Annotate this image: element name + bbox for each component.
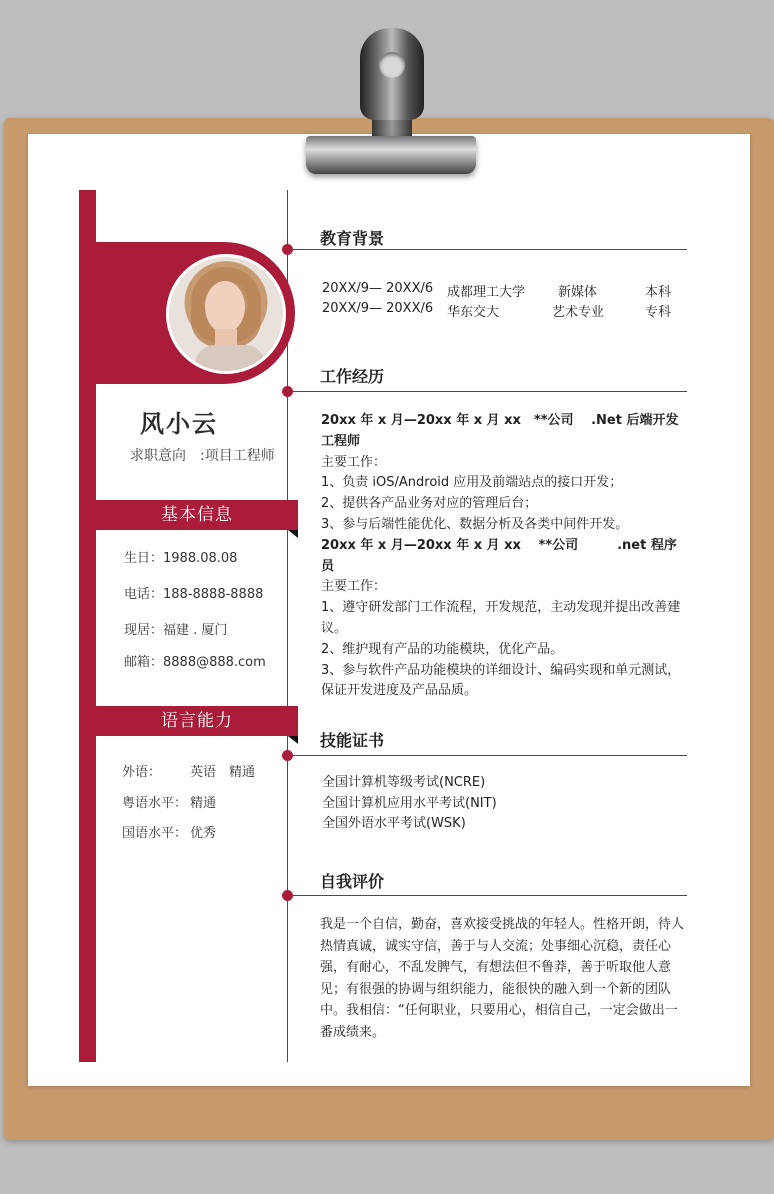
job-duty: 2、维护现有产品的功能模块，优化产品。 bbox=[321, 641, 564, 657]
timeline-dot bbox=[282, 386, 293, 397]
email: 邮箱：8888@888.com bbox=[124, 655, 266, 670]
education-row bbox=[322, 301, 672, 319]
avatar bbox=[166, 254, 286, 374]
timeline-dot bbox=[282, 750, 293, 761]
section-rule bbox=[293, 755, 687, 756]
timeline-dot bbox=[282, 890, 293, 901]
edu-school: 成都理工大学 bbox=[447, 285, 526, 300]
certificates-heading: 技能证书 bbox=[320, 731, 385, 750]
job-intent-value: :项目工程师 bbox=[200, 448, 275, 464]
timeline-line bbox=[287, 190, 288, 1062]
certificate-item: 全国计算机等级考试(NCRE) bbox=[322, 775, 486, 790]
job-intent bbox=[130, 445, 275, 465]
section-rule bbox=[293, 895, 687, 896]
language-label: 国语水平： bbox=[122, 826, 188, 841]
language-value: 优秀 bbox=[190, 826, 217, 841]
edu-degree: 本科 bbox=[645, 285, 672, 300]
work-heading: 工作经历 bbox=[320, 367, 385, 386]
job-duty: 3、参与软件产品功能模块的详细设计、编码实现和单元测试，保证开发进度及产品品质。 bbox=[321, 662, 681, 699]
job-intent-label: 求职意向 bbox=[130, 448, 186, 464]
job-duty: 3、参与后端性能优化、数据分析及各类中间件开发。 bbox=[321, 516, 629, 532]
language-heading: 语言能力 bbox=[96, 706, 298, 736]
language-row bbox=[122, 822, 217, 841]
edu-major: 艺术专业 bbox=[552, 305, 605, 320]
edu-school: 华东交大 bbox=[447, 305, 500, 320]
residence: 现居：福建 . 厦门 bbox=[124, 623, 228, 638]
basic-info-heading: 基本信息 bbox=[96, 500, 298, 530]
work-experience bbox=[321, 411, 683, 702]
section-rule bbox=[293, 391, 687, 392]
job-duties-label: 主要工作： bbox=[321, 454, 387, 470]
certificate-item: 全国外语水平考试(WSK) bbox=[322, 816, 466, 831]
language-value: 英语 精通 bbox=[190, 765, 256, 780]
self-eval-heading: 自我评价 bbox=[320, 872, 385, 891]
language-label: 外语： bbox=[122, 765, 162, 780]
binder-clip-icon bbox=[360, 28, 424, 120]
education-heading: 教育背景 bbox=[320, 229, 385, 248]
candidate-name: 风小云 bbox=[140, 410, 218, 438]
clip-base bbox=[306, 136, 476, 174]
self-evaluation-text: 我是一个自信，勤奋，喜欢接受挑战的年轻人。性格开朗，待人热情真诚，诚实守信，善于与人交流；处事细心沉稳，责任心强，有耐心，不乱发脾气，有想法但不鲁莽，善于听取他人意见；有很强的协调与组织能力，能很快的融入到一个新的团队中。我相信：“任何职业，只要用心，相信自己，一定会做出一番成绩来。 bbox=[320, 917, 685, 1040]
language-row bbox=[122, 761, 256, 780]
language-value: 精通 bbox=[190, 796, 217, 811]
edu-degree: 专科 bbox=[645, 305, 672, 320]
job-duty: 2、提供各产品业务对应的管理后台； bbox=[321, 496, 538, 512]
job-duty: 1、遵守研发部门工作流程，开发规范，主动发现并提出改善建议。 bbox=[321, 600, 681, 636]
language-label: 粤语水平： bbox=[122, 796, 188, 811]
certificate-item: 全国计算机应用水平考试(NIT) bbox=[322, 795, 497, 811]
section-rule bbox=[293, 249, 687, 250]
education-row bbox=[322, 281, 672, 299]
edu-period: 20XX/9— 20XX/6 bbox=[322, 281, 434, 296]
edu-period: 20XX/9— 20XX/6 bbox=[322, 301, 434, 316]
job-duties-label: 主要工作： bbox=[321, 579, 387, 595]
birth-date: 生日：1988.08.08 bbox=[124, 551, 238, 566]
phone: 电话：188-8888-8888 bbox=[124, 587, 264, 602]
job-header: 20xx 年 x 月—20xx 年 x 月 xx **公司 .net 程序员 bbox=[321, 537, 677, 574]
edu-major: 新媒体 bbox=[558, 285, 598, 300]
timeline-dot bbox=[282, 244, 293, 255]
job-header: 20xx 年 x 月—20xx 年 x 月 xx **公司 .Net 后端开发工程师 bbox=[321, 413, 679, 449]
job-duty: 1、负责 iOS/Android 应用及前端站点的接口开发； bbox=[321, 475, 623, 491]
language-row bbox=[122, 792, 217, 811]
certificate-list bbox=[322, 773, 497, 835]
